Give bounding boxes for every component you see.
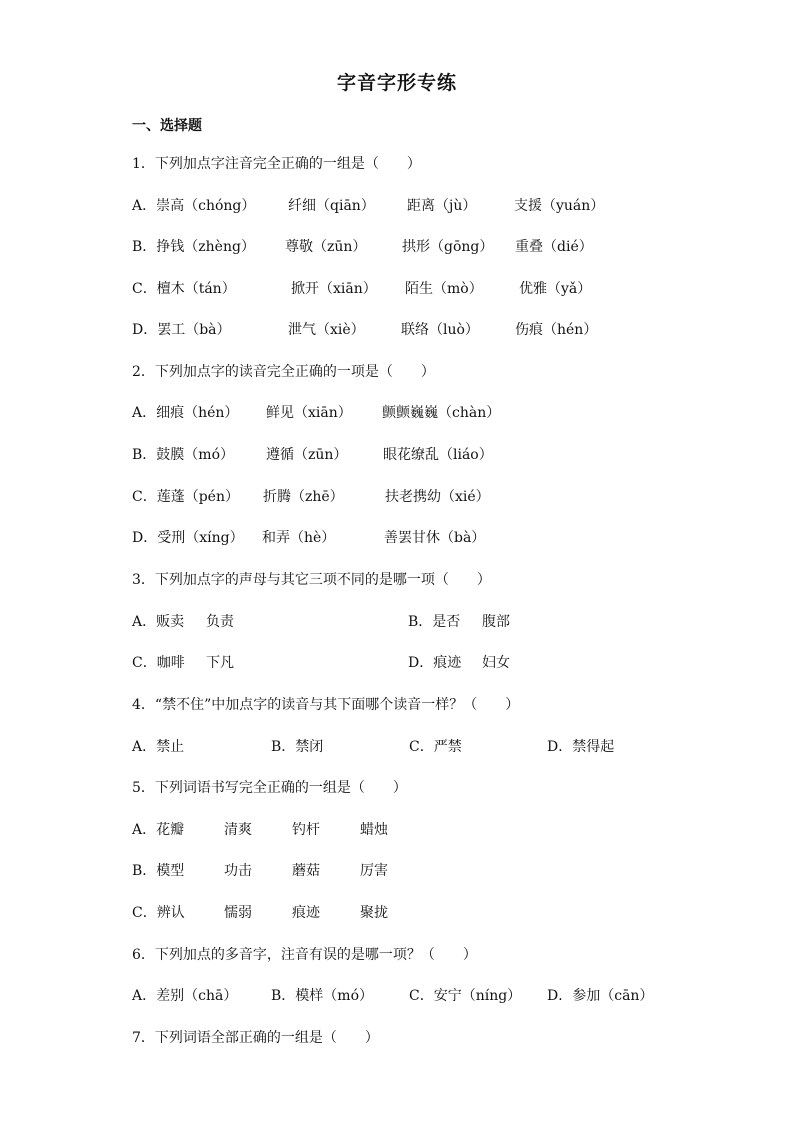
option-item: C．莲蓬（pén）	[132, 489, 239, 505]
option-item: B．模样（mó）	[271, 988, 373, 1004]
option-item: 折腾（zhē）	[263, 489, 344, 505]
option-item: 陌生（mò）	[405, 281, 483, 297]
option-item: B．鼓膜（mó）	[132, 447, 234, 463]
option-item: D．痕迹	[408, 655, 462, 671]
option-item: A．差别（chā）	[132, 988, 238, 1004]
option-item: 痕迹	[292, 905, 320, 921]
option-item: 腹部	[482, 614, 510, 630]
option-item: D．禁得起	[547, 739, 615, 755]
option-item: 厉害	[360, 863, 388, 879]
option-item: B．禁闭	[271, 739, 324, 755]
option-item: C．辨认	[132, 905, 185, 921]
option-item: 善罢甘休（bà）	[384, 530, 486, 546]
question-4-stem: 4．“禁不住”中加点字的读音与其下面哪个读音一样？（ ）	[132, 697, 520, 713]
option-item: 负责	[206, 614, 234, 630]
option-item: 优雅（yǎ）	[519, 281, 592, 297]
option-item: 功击	[224, 863, 252, 879]
option-item: B．是否	[408, 614, 461, 630]
option-item: 下凡	[206, 655, 234, 671]
option-item: 眼花缭乱（liáo）	[383, 447, 493, 463]
option-item: 距离（jù）	[407, 198, 477, 214]
option-item: 蜡烛	[360, 822, 388, 838]
option-item: 拱形（gōng）	[402, 239, 494, 255]
option-item: 纤细（qiān）	[288, 198, 375, 214]
option-item: D．受刑（xíng）	[132, 530, 244, 546]
question-5-stem: 5．下列词语书写完全正确的一组是（ ）	[132, 780, 407, 796]
option-item: 清爽	[224, 822, 252, 838]
option-item: 重叠（dié）	[515, 239, 593, 255]
option-item: 懦弱	[224, 905, 252, 921]
option-item: 颤颤巍巍（chàn）	[382, 405, 501, 421]
option-item: A．花瓣	[132, 822, 185, 838]
option-item: A．贩卖	[132, 614, 185, 630]
option-item: A．细痕（hén）	[132, 405, 239, 421]
option-item: C．咖啡	[132, 655, 185, 671]
question-7-stem: 7．下列词语全部正确的一组是（ ）	[132, 1030, 379, 1046]
page-title: 字音字形专练	[336, 72, 457, 94]
option-item: B．模型	[132, 863, 185, 879]
section-heading: 一、选择题	[132, 118, 202, 134]
option-item: 联络（luò）	[401, 322, 479, 338]
option-item: 扶老携幼（xié）	[385, 489, 490, 505]
question-6-stem: 6．下列加点的多音字，注音有误的是哪一项？（ ）	[132, 947, 477, 963]
option-item: 和弄（hè）	[262, 530, 336, 546]
question-2-stem: 2．下列加点字的读音完全正确的一项是（ ）	[132, 364, 435, 380]
option-item: C．严禁	[409, 739, 462, 755]
option-item: C．檀木（tán）	[132, 281, 236, 297]
option-item: D．罢工（bà）	[132, 322, 231, 338]
option-item: 遵循（zūn）	[266, 447, 348, 463]
option-item: 聚拢	[360, 905, 388, 921]
option-item: 鲜见（xiān）	[266, 405, 352, 421]
option-item: 掀开（xiān）	[291, 281, 377, 297]
option-item: C．安宁（níng）	[409, 988, 522, 1004]
option-item: D．参加（cān）	[547, 988, 654, 1004]
question-3-stem: 3．下列加点字的声母与其它三项不同的是哪一项（ ）	[132, 572, 491, 588]
option-item: 蘑菇	[292, 863, 320, 879]
option-item: 妇女	[482, 655, 510, 671]
option-item: A．崇高（chóng）	[132, 198, 256, 214]
option-item: A．禁止	[132, 739, 185, 755]
option-item: 支援（yuán）	[514, 198, 605, 214]
option-item: 尊敬（zūn）	[285, 239, 367, 255]
option-item: B．挣钱（zhèng）	[132, 239, 255, 255]
question-1-stem: 1．下列加点字注音完全正确的一组是（ ）	[132, 156, 421, 172]
option-item: 钓杆	[292, 822, 320, 838]
option-item: 泄气（xiè）	[288, 322, 365, 338]
option-item: 伤痕（hén）	[515, 322, 598, 338]
